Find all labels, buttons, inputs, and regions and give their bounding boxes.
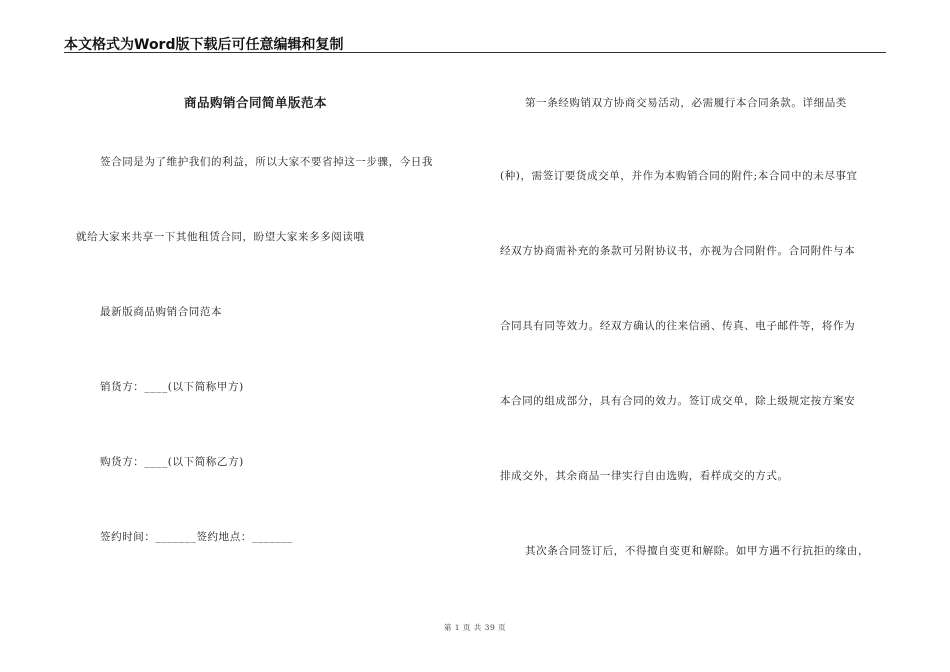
article-line: 其次条合同签订后，不得擅自变更和解除。如甲方遇不行抗拒的缘由， xyxy=(525,545,870,557)
article-line: 经双方协商需补充的条款可另附协议书，亦视为合同附件。合同附件与本 xyxy=(500,245,856,257)
intro-line-2: 就给大家来共享一下其他租赁合同，盼望大家来多多阅读哦 xyxy=(76,231,365,243)
page-footer: 第 1 页 共 39 页 xyxy=(443,623,507,632)
article-line: 第一条经购销双方协商交易活动，必需履行本合同条款。详细品类 xyxy=(525,97,847,109)
document-title: 商品购销合同简单版范本 xyxy=(184,95,328,110)
seller-field: 销货方：____(以下简称甲方) xyxy=(100,381,244,393)
sign-info-field: 签约时间：_______签约地点：_______ xyxy=(100,531,293,543)
article-line: 本合同的组成部分，具有合同的效力。签订成交单，除上级规定按方案安 xyxy=(500,395,856,407)
article-line: 排成交外，其余商品一律实行自由选购，看样成交的方式。 xyxy=(500,470,789,482)
intro-line-1: 签合同是为了维护我们的利益，所以大家不要省掉这一步骤，今日我 xyxy=(100,156,433,168)
header-text: 本文格式为Word版下载后可任意编辑和复制 xyxy=(64,37,344,53)
page-header xyxy=(64,34,886,54)
header-divider xyxy=(64,52,886,53)
buyer-field: 购货方：____(以下简称乙方) xyxy=(100,456,244,468)
contract-subtitle: 最新版商品购销合同范本 xyxy=(100,306,223,318)
article-line: 合同具有同等效力。经双方确认的往来信函、传真、电子邮件等，将作为 xyxy=(500,320,856,332)
article-line: (种)，需签订要货成交单，并作为本购销合同的附件;本合同中的未尽事宜 xyxy=(500,170,858,182)
